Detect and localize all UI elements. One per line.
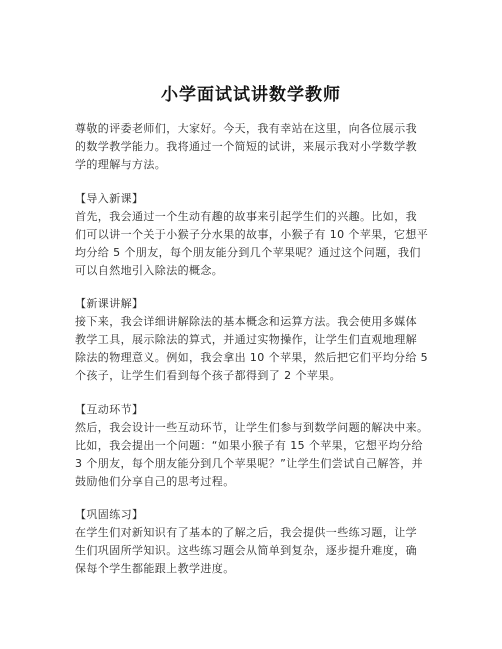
intro-line: 学的理解与方法。 (75, 158, 167, 171)
section-line: 可以自然地引入除法的概念。 (75, 264, 224, 277)
section-line: 首先，我会通过一个生动有趣的故事来引起学生们的兴趣。比如，我 (75, 210, 417, 223)
section-line: 除法的物理意义。例如，我会拿出 10 个苹果，然后把它们平均分给 5 (75, 351, 429, 364)
section-line: 比如，我会提出一个问题：“如果小猴子有 15 个苹果，它想平均分给 (75, 439, 423, 452)
section-heading-intro: 【导入新课】 (75, 192, 144, 205)
section-line: 生们巩固所学知识。这些练习题会从简单到复杂，逐步提升难度，确 (75, 544, 417, 557)
section-heading-lesson: 【新课讲解】 (75, 297, 144, 310)
section-line: 在学生们对新知识有了基本的了解之后，我会提供一些练习题，让学 (75, 526, 417, 539)
section-line: 3 个朋友，每个朋友能分到几个苹果呢？”让学生们尝试自己解答，并 (75, 457, 423, 470)
intro-line: 尊敬的评委老师们，大家好。今天，我有幸站在这里，向各位展示我 (75, 122, 417, 135)
section-heading-practice: 【巩固练习】 (75, 508, 144, 521)
section-line: 鼓励他们分享自己的思考过程。 (75, 475, 235, 488)
section-line: 个孩子，让学生们看到每个孩子都得到了 2 个苹果。 (75, 369, 341, 382)
section-line: 们可以讲一个关于小猴子分水果的故事，小猴子有 10 个苹果，它想平 (75, 228, 429, 241)
section-line: 保每个学生都能跟上教学进度。 (75, 562, 235, 575)
section-line: 教学工具，展示除法的算式，并通过实物操作，让学生们直观地理解 (75, 333, 417, 346)
section-line: 接下来，我会详细讲解除法的基本概念和运算方法。我会使用多媒体 (75, 315, 417, 328)
document-title: 小学面试试讲数学教师 (161, 85, 341, 105)
section-heading-interaction: 【互动环节】 (75, 403, 144, 416)
section-line: 然后，我会设计一些互动环节，让学生们参与到数学问题的解决中来。 (75, 421, 429, 434)
intro-line: 的数学教学能力。我将通过一个简短的试讲，来展示我对小学数学教 (75, 140, 417, 153)
section-line: 均分给 5 个朋友，每个朋友能分到几个苹果呢？通过这个问题，我们 (75, 246, 421, 259)
